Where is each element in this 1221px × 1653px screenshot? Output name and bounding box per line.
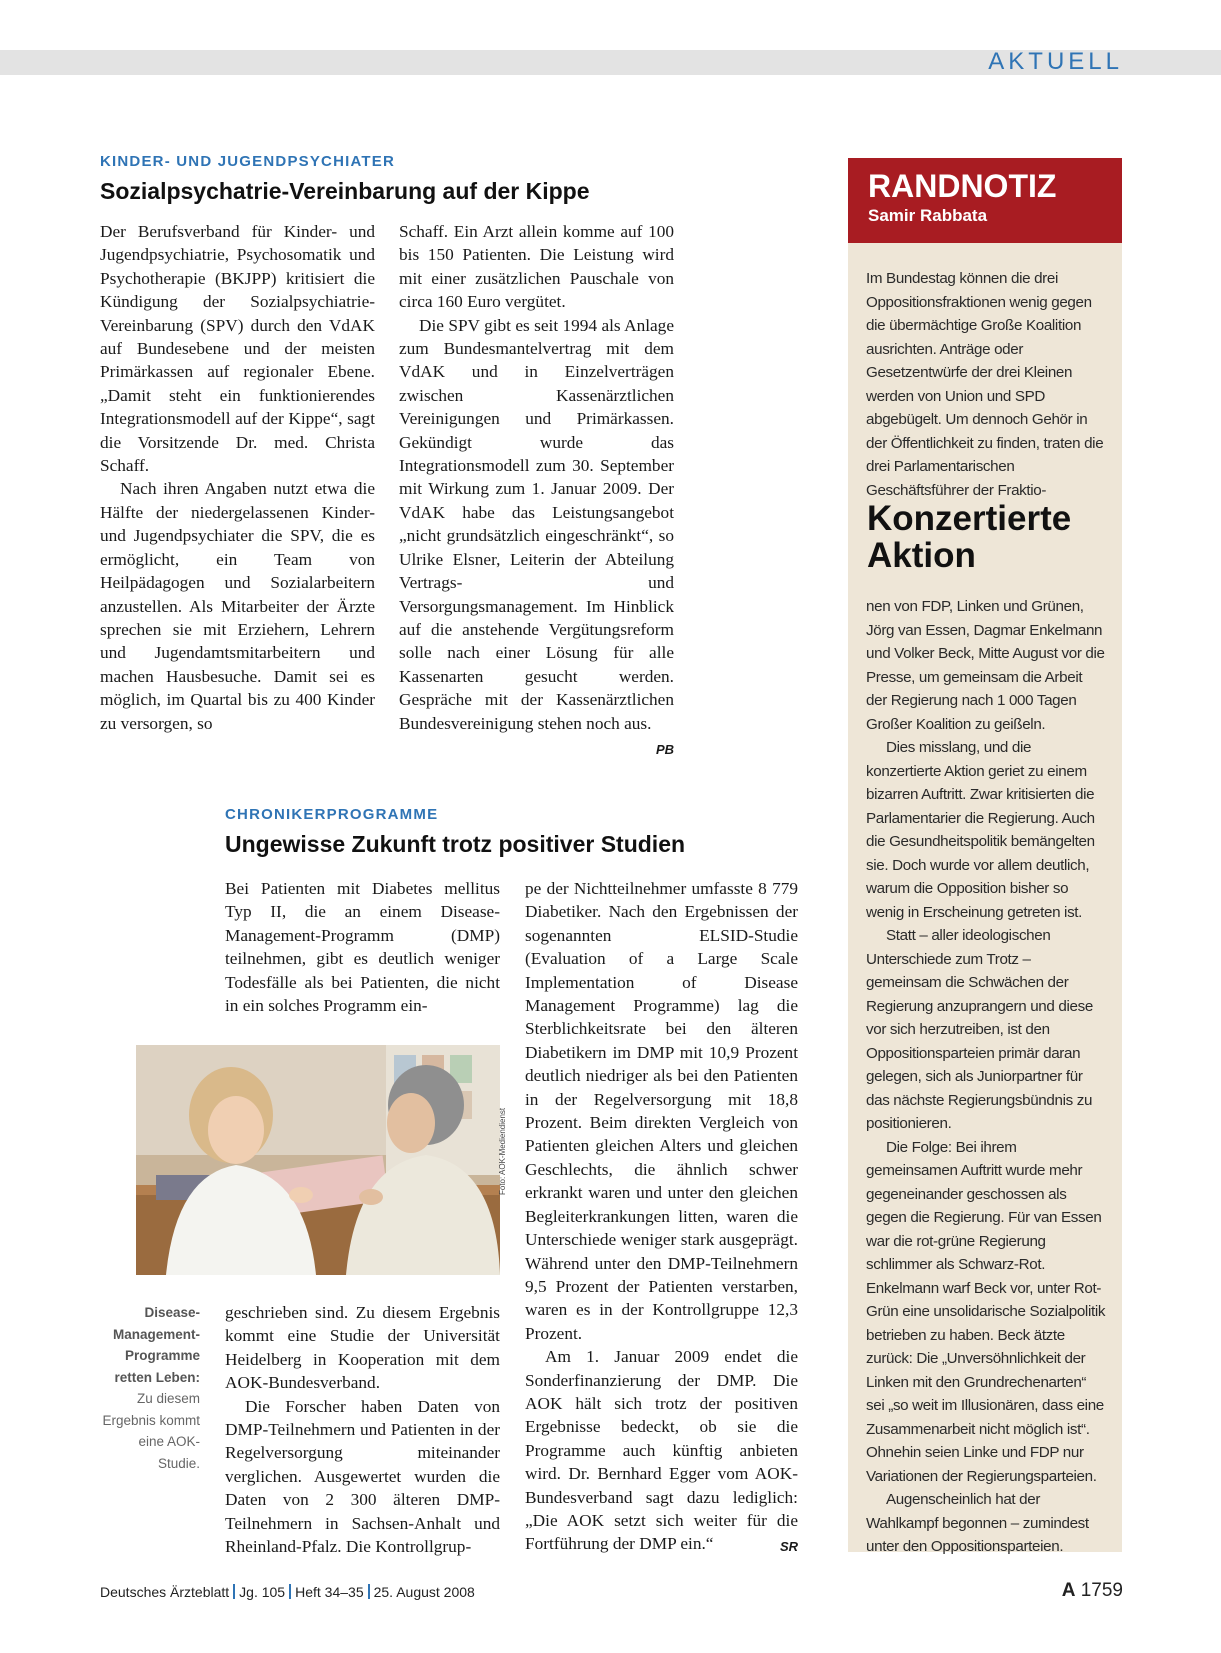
article2-headline: Ungewisse Zukunft trotz positiver Studien (225, 831, 686, 857)
article-photo (136, 1045, 500, 1275)
caption-text: Zu diesem Ergebnis kommt eine AOK-Studie. (102, 1391, 200, 1471)
article2-last-paragraph: Am 1. Januar 2009 endet die Sonderfinanzierung der DMP. Die AOK hält sich trotz der positiven Ergebnisse bedeckt, ob sie die Programme auch künftig anbieten wird. Dr. Bernhard Egger vom AOK-Bundesverband sagt dazu lediglich: „Die AOK setzt sich weiter für die Fortführung der DMP ein.“ (525, 1347, 798, 1554)
footer-volume: Jg. 105 (239, 1584, 286, 1600)
article1-kicker: KINDER- UND JUGENDPSYCHIATER (100, 153, 396, 170)
randnotiz-headline-line: Konzertierte (867, 499, 1072, 538)
footer (100, 1584, 475, 1600)
article1-signature: PB (655, 741, 674, 757)
article1-headline: Sozialpsychatrie-Vereinbarung auf der Kippe (100, 178, 590, 204)
article2-paragraph (525, 1345, 798, 1556)
footer-separator (233, 1584, 235, 1599)
randnotiz-author: Samir Rabbata (868, 206, 988, 225)
article2-signature: SR (779, 1539, 798, 1555)
randnotiz-title: RANDNOTIZ (868, 168, 1057, 204)
section-label: AKTUELL (988, 48, 1123, 75)
article2-paragraph: Bei Patienten mit Diabetes mellitus Typ II, die an einem Disease-Management-Programm (DMP) teilnehmen, gibt es deutlich weniger Todesfälle als bei Patienten, die nicht in ein solches Programm ein- (225, 879, 500, 1016)
randnotiz-paragraph: Statt – aller ideologischen Unterschiede zum Trotz – gemeinsam die Schwächen der Regierung anzuprangern und diese vor sich herzutreiben, ist den Oppositionsparteien primär daran gelegen, sich als Juniorpartner für das nächste Regierungsbündnis zu positionieren. (866, 927, 1093, 1132)
article1-paragraph: Der Berufsverband für Kinder- und Jugendpsychiatrie, Psychosomatik und Psychotherapie (BKJPP) kritisiert die Kündigung der Sozialpsychiatrie-Vereinbarung (SPV) durch den VdAK auf Bundesebene und der meisten Primärkassen auf regionaler Ebene. „Damit steht ein funktionierendes Integrationsmodell auf der Kippe“, sagt die Vorsitzende Dr. med. Christa Schaff. (100, 222, 375, 476)
footer-date: 25. August 2008 (373, 1584, 475, 1600)
footer-issue: Heft 34–35 (295, 1584, 364, 1600)
article2-paragraph: pe der Nichtteilnehmer umfasste 8 779 Diabetiker. Nach den Ergebnissen der sogenannten ELSID-Studie (Evaluation of a Large Scale Implementation of Disease Management Programme) lag die Sterblichkeitsrate bei den älteren Diabetikern im DMP mit 10,9 Prozent deutlich niedriger als bei den Patienten in der Regelversorgung mit 18,8 Prozent. Beim direkten Vergleich von Patienten gleichen Alters und gleichen Geschlechts, die ähnlich schwer erkrankt waren und unter den gleichen Begleiterkrankungen litten, waren die Unterschiede weniger stark ausgeprägt. Während unter den DMP-Teilnehmern 9,5 Prozent der Patienten verstarben, waren es in der Kontrollgruppe 12,3 Prozent. (525, 879, 798, 1343)
photo-illustration (136, 1045, 500, 1275)
article1-column-1 (100, 220, 375, 735)
randnotiz-headline (867, 500, 1071, 574)
randnotiz-text-top (866, 267, 1106, 502)
article2-column-1-top (225, 877, 500, 1017)
randnotiz-paragraph: Augenscheinlich hat der Wahlkampf begonnen – zumindest unter den Oppositionsparteien. (866, 1491, 1089, 1555)
article1-paragraph: Schaff. Ein Arzt allein komme auf 100 bis 150 Patienten. Die Leistung wird mit einer zusätzlichen Pauschale von circa 160 Euro vergütet. (399, 222, 674, 312)
article1-paragraph (399, 314, 674, 757)
photo-credit: Foto: AOK-Mediendienst (498, 1107, 507, 1195)
caption-bold: Disease-Management-Programme retten Leben: (112, 1305, 200, 1385)
footer-separator (289, 1584, 291, 1599)
article1-paragraph: Nach ihren Angaben nutzt etwa die Hälfte der niedergelassenen Kinder- und Jugendpsychiater die SPV, die es ermöglicht, ein Team von Heilpädagogen und Sozialarbeitern anzustellen. Als Mitarbeiter der Ärzte sprechen sie mit Erziehern, Lehrern und Jugendamtsmitarbeitern und machen Hausbesuche. Damit sei es möglich, im Quartal bis zu 400 Kinder zu versorgen, so (100, 479, 375, 733)
randnotiz-paragraph: Die Folge: Bei ihrem gemeinsamen Auftritt wurde mehr gegeneinander geschossen als gegen die Regierung. Für van Essen war die rot-grüne Regierung schlimmer als Schwarz-Rot. Enkelmann warf Beck vor, unter Rot-Grün eine unsolidarische Sozialpolitik betrieben zu haben. Beck ätzte zurück: Die „Unversöhnlichkeit der Linken mit den Grundrechenarten“ sei „so weit im Illusionären, dass eine Zusammenarbeit nicht möglich ist“. Ohnehin seien Linke und FDP nur Variationen der Regierungsparteien. (866, 1138, 1106, 1485)
article2-paragraph: Die Forscher haben Daten von DMP-Teilnehmern und Patienten in der Regelversorgung miteinander verglichen. Ausgewertet wurden die Daten von 2 300 älteren DMP-Teilnehmern in Sachsen-Anhalt und Rheinland-Pfalz. Die Kontrollgrup- (225, 1396, 500, 1557)
photo-caption (100, 1302, 200, 1474)
randnotiz-paragraph: Dies misslang, und die konzertierte Aktion geriet zu einem bizarren Auftritt. Zwar kritisierten die Parlamentarier die Regierung. Auch die Gesundheitspolitik bemängelten sie. Doch wurde vor allem deutlich, warum die Opposition bisher so wenig in Erscheinung getreten ist. (866, 739, 1095, 921)
randnotiz-text-bottom (866, 595, 1106, 1559)
article2-column-1-bottom (225, 1301, 500, 1558)
article2-column-2 (525, 877, 798, 1559)
page-prefix: A (1061, 1580, 1076, 1601)
randnotiz-paragraph: Im Bundestag können die drei Oppositionsfraktionen wenig gegen die übermächtige Große Koalition ausrichten. Anträge oder Gesetzentwürfe der drei Kleinen werden von Union und SPD abgebügelt. Um dennoch Gehör in der Öffentlichkeit zu finden, traten die drei Parlamentarischen Geschäftsführer der Fraktio- (866, 270, 1104, 499)
footer-separator (368, 1584, 370, 1599)
article1-last-paragraph: Die SPV gibt es seit 1994 als Anlage zum Bundesmantelvertrag mit dem VdAK und in Einzelverträgen zwischen Kassenärztlichen Vereinigungen und Primärkassen. Gekündigt wurde das Integrationsmodell zum 30. September mit Wirkung zum 1. Januar 2009. Der VdAK habe das Leistungsangebot „nicht grundsätzlich eingeschränkt“, so Ulrike Elsner, Leiterin der Abteilung Vertrags- und Versorgungsmanagement. Im Hinblick auf die anstehende Vergütungsreform solle nach einer Lösung für alle Kassenarten gesucht werden. Gespräche mit der Kassenärztlichen Bundesvereinigung stehen noch aus. (399, 315, 674, 733)
footer-journal: Deutsches Ärzteblatt (100, 1584, 230, 1600)
randnotiz-headline-line: Aktion (867, 536, 976, 575)
article1-column-2 (399, 220, 674, 761)
article2-kicker: CHRONIKERPROGRAMME (225, 806, 439, 823)
randnotiz-paragraph: nen von FDP, Linken und Grünen, Jörg van Essen, Dagmar Enkelmann und Volker Beck, Mitte August vor die Presse, um gemeinsam die Arbeit der Regierung nach 1 000 Tagen Großer Koalition zu geißeln. (866, 598, 1105, 733)
page-number (1062, 1580, 1123, 1602)
article2-paragraph: geschrieben sind. Zu diesem Ergebnis kommt eine Studie der Universität Heidelberg in Kooperation mit dem AOK-Bundesverband. (225, 1303, 500, 1393)
page-number-value: 1759 (1080, 1580, 1123, 1601)
